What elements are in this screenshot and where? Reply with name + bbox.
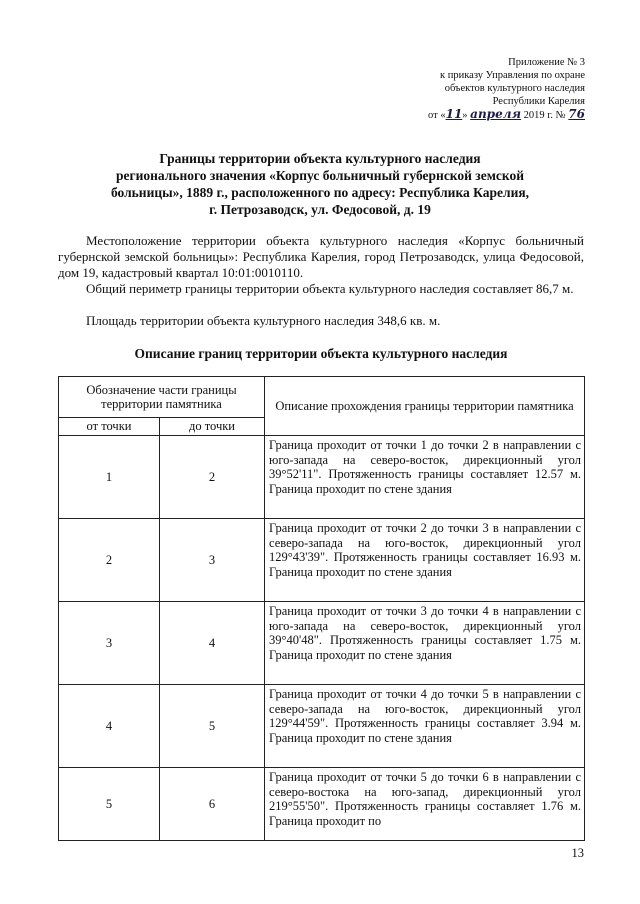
date-mid: »	[462, 110, 468, 121]
border-description-text: Граница проходит от точки 1 до точки 2 в направлении с юго-запада на северо-восток, дирекционный угол 39°52'11". Протяженность границы составляет 12.57 м. Граница проходит по стене здания	[269, 438, 581, 496]
table-row	[59, 436, 585, 519]
to-point: 3	[160, 519, 265, 602]
document-title	[90, 150, 550, 218]
appendix-line-3: объектов культурного наследия	[444, 83, 585, 94]
appendix-header	[365, 56, 585, 122]
header-from-point: от точки	[59, 418, 160, 436]
borders-table	[58, 376, 585, 841]
title-line-3: больницы», 1889 г., расположенного по адресу: Республика Карелия,	[110, 185, 530, 200]
border-description-text: Граница проходит от точки 5 до точки 6 в направлении с северо-востока на юго-запад, дирекционный угол 219°55'50". Протяженность границы составляет 1.76 м. Граница проходит по	[269, 770, 581, 828]
from-point: 2	[59, 519, 160, 602]
from-point: 5	[59, 768, 160, 841]
table-row	[59, 602, 585, 685]
border-description-text: Граница проходит от точки 3 до точки 4 в направлении с юго-запада на северо-восток, дирекционный угол 39°40'48". Протяженность границы составляет 1.75 м. Граница проходит по стене здания	[269, 604, 581, 662]
date-year: 2019 г. №	[523, 110, 566, 121]
to-point: 5	[160, 685, 265, 768]
to-point: 2	[160, 436, 265, 519]
appendix-date-line	[365, 108, 585, 122]
appendix-line-4: Республики Карелия	[492, 96, 585, 107]
order-number: 76	[568, 107, 585, 121]
border-description	[265, 436, 585, 519]
page-number: 13	[571, 846, 584, 860]
area-paragraph	[58, 313, 584, 329]
border-description	[265, 685, 585, 768]
table-row	[59, 519, 585, 602]
appendix-line-1: Приложение № 3	[508, 57, 585, 68]
title-line-2: регионального значения «Корпус больничный губернской земской	[115, 168, 525, 183]
appendix-line-2: к приказу Управления по охране	[440, 70, 585, 81]
area-text: Площадь территории объекта культурного наследия 348,6 кв. м.	[86, 313, 441, 328]
title-line-4: г. Петрозаводск, ул. Федосовой, д. 19	[209, 202, 431, 217]
border-description-text: Граница проходит от точки 4 до точки 5 в направлении с северо-запада на юго-восток, дирекционный угол 129°44'59". Протяженность границы составляет 3.94 м. Граница проходит по стене здания	[269, 687, 581, 745]
from-point: 3	[59, 602, 160, 685]
table-header-row	[59, 377, 585, 418]
border-description	[265, 602, 585, 685]
location-text: Местоположение территории объекта культурного наследия «Корпус больничный губернской земской больницы»: Республика Карелия, город Петрозаводск, улица Федосовой, дом 19, кадастровый квартал 10:01:0010110.	[58, 233, 584, 280]
date-day: 11	[445, 107, 463, 121]
header-description: Описание прохождения границы территории памятника	[265, 377, 585, 436]
border-description	[265, 768, 585, 841]
table-row	[59, 768, 585, 841]
perimeter-text: Общий периметр границы территории объекта культурного наследия составляет 86,7 м.	[86, 281, 574, 296]
location-paragraph	[58, 233, 584, 281]
header-part: Обозначение части границы территории памятника	[59, 377, 265, 418]
table-row	[59, 685, 585, 768]
header-to-point: до точки	[160, 418, 265, 436]
title-line-1: Границы территории объекта культурного наследия	[159, 151, 481, 166]
to-point: 6	[160, 768, 265, 841]
from-point: 4	[59, 685, 160, 768]
date-month: апреля	[470, 107, 522, 121]
perimeter-paragraph	[58, 281, 584, 297]
border-description	[265, 519, 585, 602]
section-title: Описание границ территории объекта культурного наследия	[134, 346, 508, 361]
from-point: 1	[59, 436, 160, 519]
to-point: 4	[160, 602, 265, 685]
border-description-text: Граница проходит от точки 2 до точки 3 в направлении с северо-запада на юго-восток, дирекционный угол 129°43'39". Протяженность границы составляет 16.93 м. Граница проходит по стене здания	[269, 521, 581, 579]
date-prefix: от «	[428, 110, 446, 121]
